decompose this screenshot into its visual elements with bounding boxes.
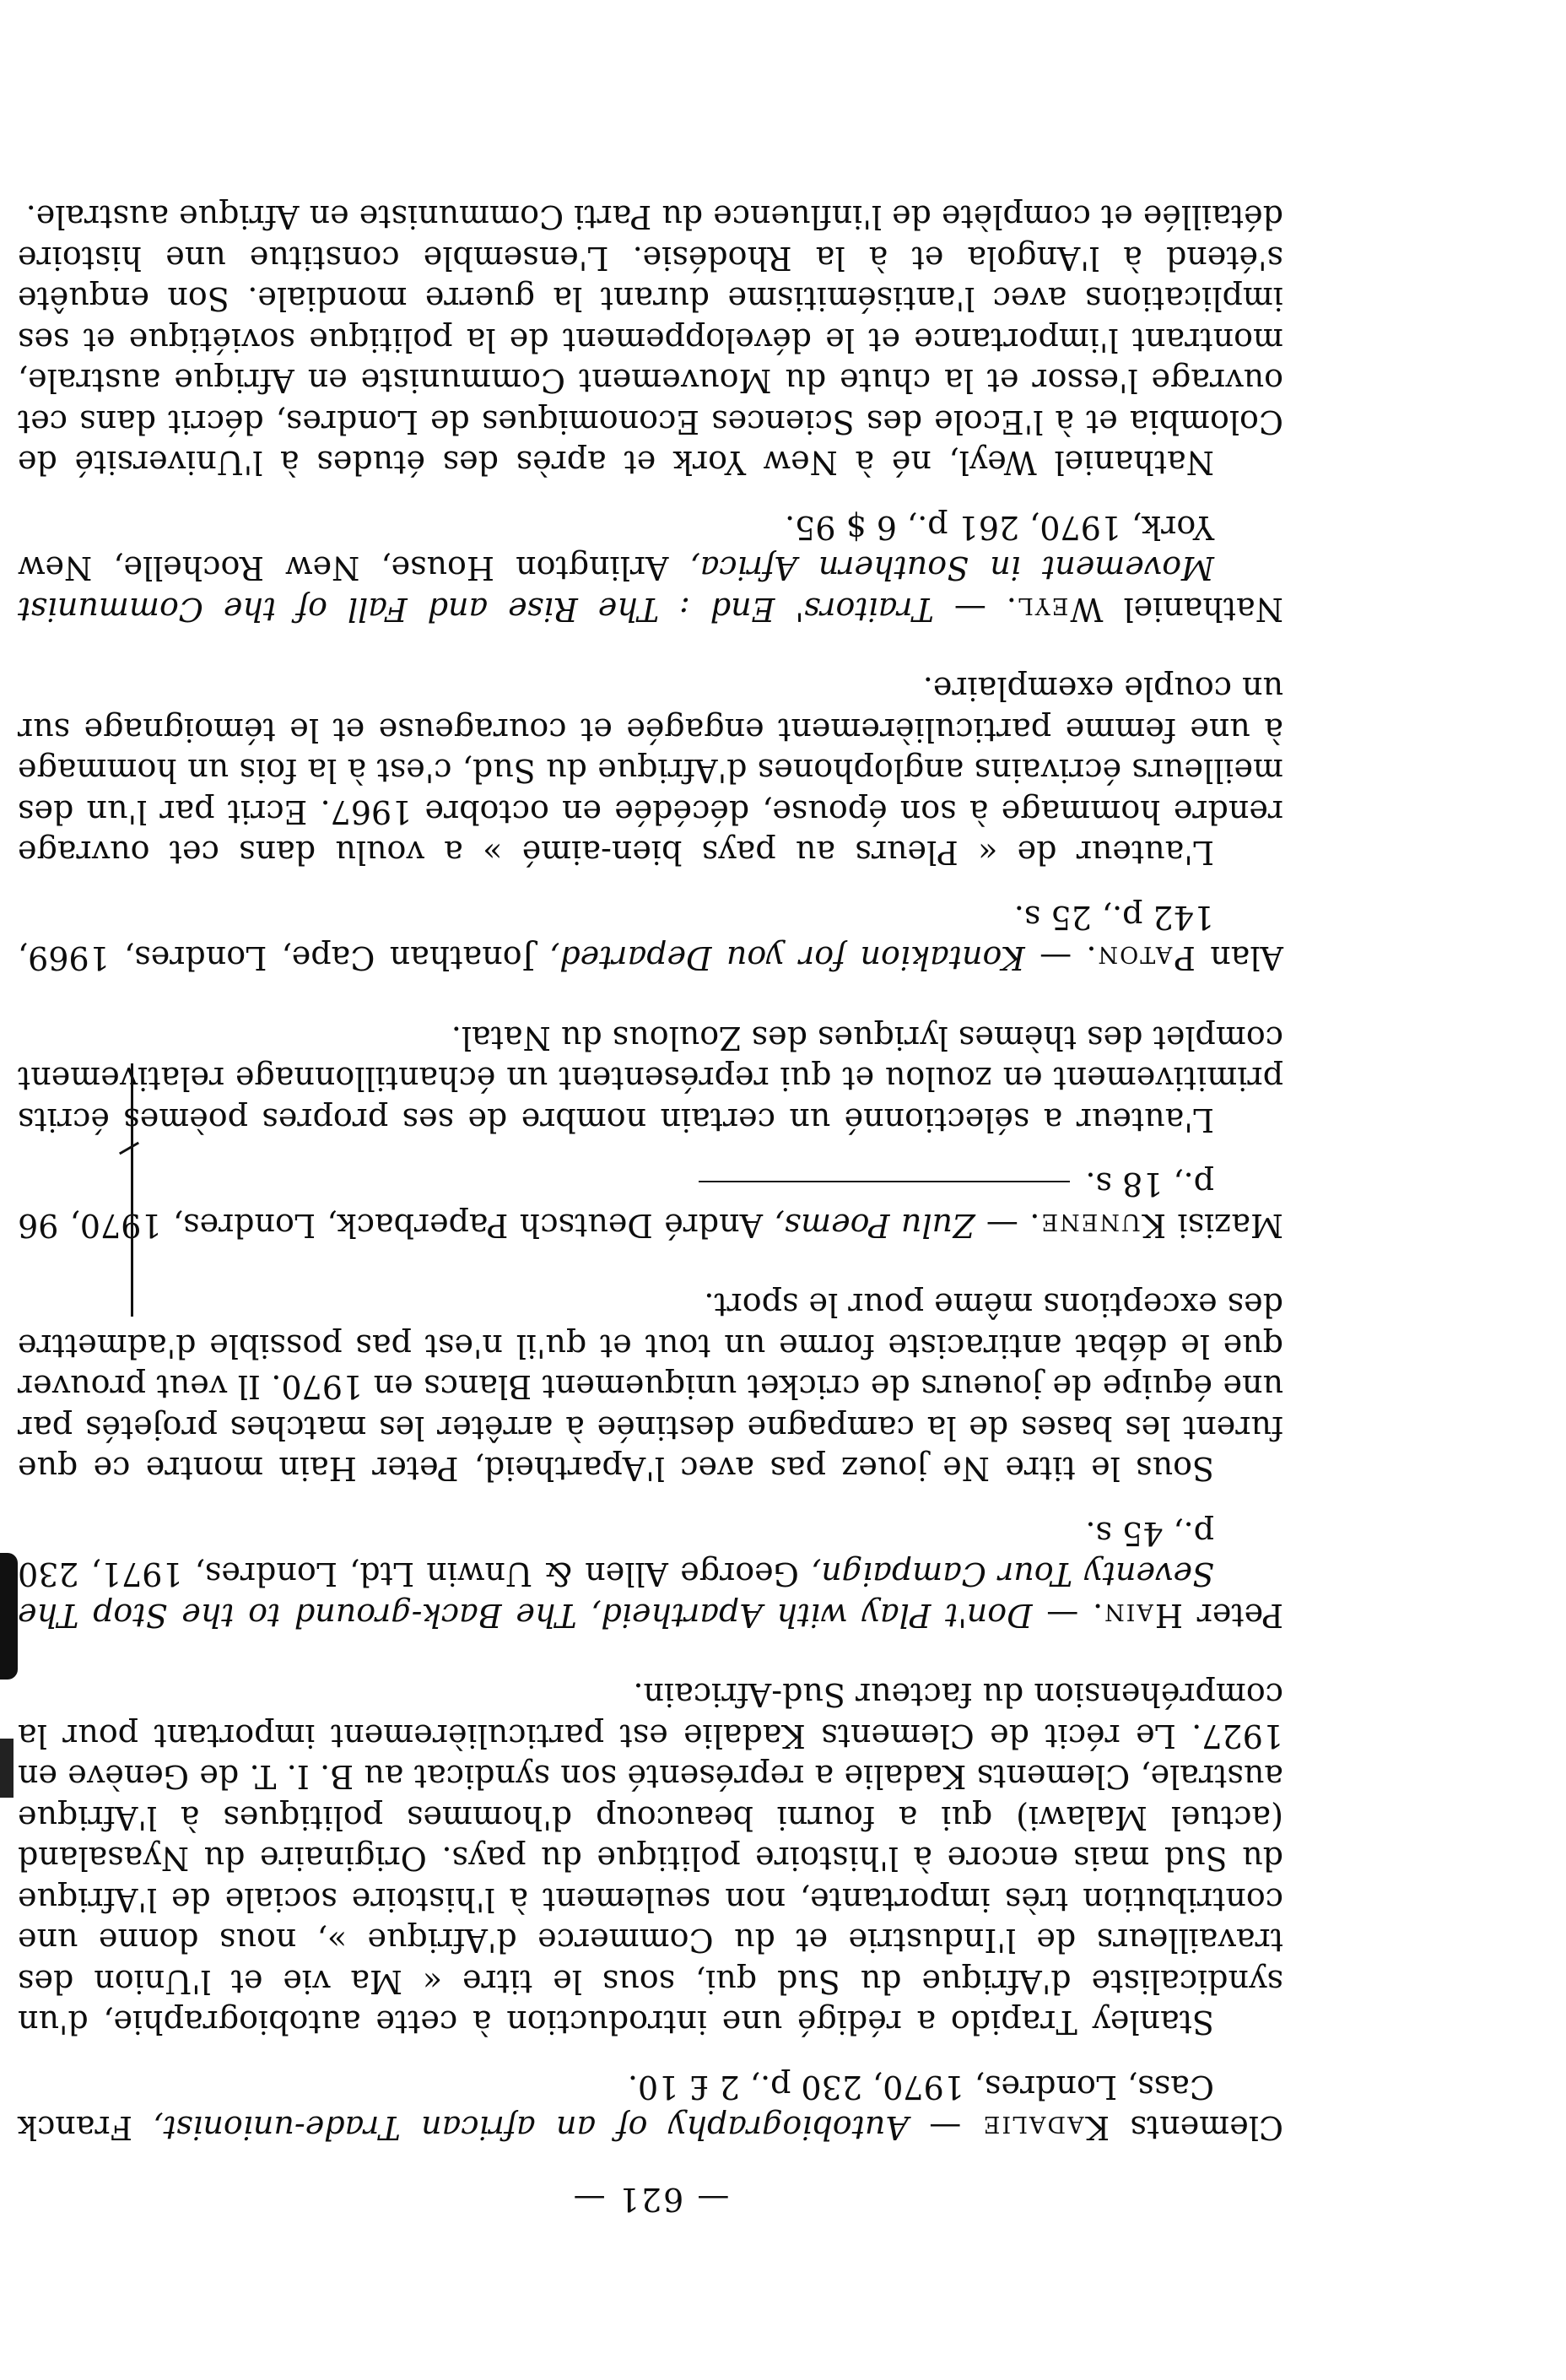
binding-shadow-mark <box>0 1553 18 1680</box>
margin-bracket-mark <box>117 1063 133 1317</box>
bibliography-entry <box>18 668 1283 979</box>
author-last-name: Kunene <box>1040 1207 1167 1244</box>
author-first-name: Clements <box>1130 2109 1283 2147</box>
publication-info: George Allen & Unwin Ltd, Londres, 1971, 230 p., 45 s. <box>18 1515 1214 1593</box>
citation-dash: . — <box>975 1207 1040 1244</box>
entry-abstract: Stanley Trapido a rédigé une introduction à cette autobiographie, d'un syndicaliste d'Afrique du Sud qui, sous le titre « Ma vie et l'Union des travailleurs de l'Industrie et du Commerce d'Afrique », nous donne une contribution très importante, non seulement à l'histoire sociale de l'Afrique du Sud mais encore à l'histoire politique du pays. Originaire du Nyasaland (actuel Malawi) qui a fourni beaucoup d'hommes politiques à l'Afrique australe, Clements Kadalie a représenté son syndicat au B. I. T. de Genève en 1927. Le récit de Clements Kadalie est particulièrement important pour la compréhension du facteur Sud-Africain. <box>18 1676 1283 2042</box>
bibliography-entry <box>18 1285 1283 1636</box>
work-title: Don't Play with Apartheid, The Back-ground to the Stop The Seventy Tour Campaign, <box>18 1555 1214 1634</box>
publication-info: André Deutsch Paperback, Londres, 1970, 96 p., 18 s. <box>18 1166 1214 1244</box>
author-first-name: Alan <box>1210 939 1283 977</box>
work-title: Autobiography of an african Trade-unionist, <box>153 2109 909 2147</box>
work-title: Kontakion for you Departed, <box>549 939 1025 977</box>
work-title: Traitors' End : The Rise and Fall of the Communist Movement in Southern Africa, <box>18 549 1214 628</box>
publication-info: Jonathan Cape, Londres, 1969, 142 p., 25 s. <box>18 899 1214 977</box>
underline-rule <box>699 1181 1070 1182</box>
citation <box>18 507 1283 630</box>
work-title: Zulu Poems, <box>774 1207 975 1244</box>
citation <box>18 1164 1283 1246</box>
author-first-name: Peter <box>1196 1597 1283 1634</box>
entry-abstract: Sous le titre Ne jouez pas avec l'Apartheid, Peter Hain montre ce que furent les bases de la campagne destinée à arrêter les matches projetés par une équipe de joueurs de cricket uniquement Blancs en 1970. Il veut prouver que le débat antiraciste forme un tout et qu'il n'est pas possible d'admettre des exceptions même pour le sport. <box>18 1286 1283 1488</box>
entry-abstract: Nathaniel Weyl, né à New York et après des études à l'Université de Colombia et à l'Ecole des Sciences Economiques de Londres, décrit dans cet ouvrage l'essor et la chute du Mouvement Communiste en Afrique australe, montrant l'importance et le développement de la politique soviétique et ses implications avec l'antisémitisme durant la guerre mondiale. Son enquête s'étend à l'Angola et à la Rhodésie. L'ensemble constitue une histoire détaillée et complète de l'influence du Parti Communiste en Afrique australe. <box>18 198 1283 482</box>
publication-info: Franck Cass, Londres, 1970, 230 p., 2 £ 10. <box>18 2069 1214 2147</box>
citation <box>18 1513 1283 1636</box>
binding-edge-mark <box>0 1739 14 1798</box>
page-number: — 621 — <box>571 2181 730 2218</box>
citation-dash: . — <box>933 591 1017 628</box>
author-last-name: Paton <box>1096 939 1196 977</box>
author-last-name: Weyl <box>1016 591 1104 628</box>
citation <box>18 2067 1283 2149</box>
citation-dash: . — <box>1024 939 1097 977</box>
entry-abstract: L'auteur de « Pleurs au pays bien-aimé » a voulu dans cet ouvrage rendre hommage à son épouse, décédée en octobre 1967. Ecrit par l'un des meilleurs écrivains anglophones d'Afrique du Sud, c'est à la fois un hommage à une femme particulièrement engagée et courageuse et le témoignage sur un couple exemplaire. <box>18 670 1283 872</box>
citation <box>18 897 1283 979</box>
author-last-name: Hain <box>1103 1597 1184 1634</box>
citation-dash: . — <box>1032 1597 1104 1634</box>
author-first-name: Nathaniel <box>1123 591 1283 628</box>
author-first-name: Mazisi <box>1177 1207 1283 1244</box>
author-last-name: Kadalie <box>981 2109 1110 2147</box>
entry-abstract: L'auteur a sélectionné un certain nombre de ses propres poèmes écrits primitivement en zoulou et qui représentent un échantillonnage relativement complet des thèmes lyriques des Zoulous du Natal. <box>18 1020 1283 1139</box>
page-content <box>18 158 1283 2220</box>
publication-info: Arlington House, New Rochelle, New York, 1970, 261 p., 6 $ 95. <box>18 509 1214 587</box>
citation-dash: — <box>908 2109 982 2147</box>
bibliography-entry <box>18 1674 1283 2149</box>
bibliography-entry <box>18 197 1283 630</box>
bibliography-entry <box>18 1018 1283 1247</box>
